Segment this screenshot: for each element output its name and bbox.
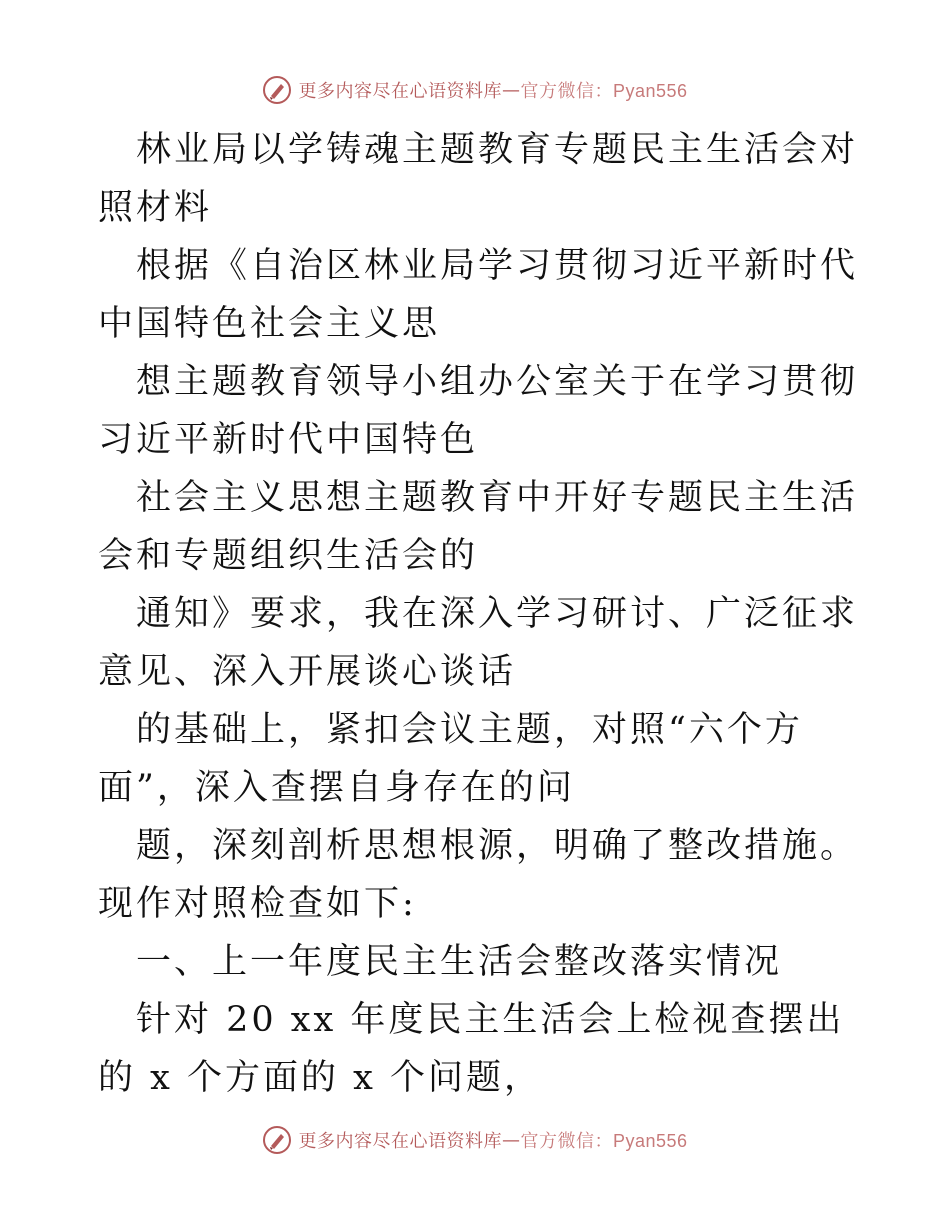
paragraph-1: 根据《自治区林业局学习贯彻习近平新时代中国特色社会主义思 — [98, 246, 859, 344]
document-body — [98, 121, 858, 1107]
pen-logo-icon — [262, 75, 292, 105]
paragraph-6: 题，深刻剖析思想根源，明确了整改措施。现作对照检查如下: — [98, 826, 859, 924]
paragraph-5: 的基础上，紧扣会议主题，对照“六个方面”，深入查摆自身存在的问 — [98, 710, 803, 808]
watermark-contact-text: 官方微信：Pyan556 — [520, 81, 688, 101]
header-watermark — [0, 70, 950, 110]
watermark-separator: — — [501, 79, 521, 101]
paragraph-4: 通知》要求，我在深入学习研讨、广泛征求意见、深入开展谈心谈话 — [98, 594, 859, 692]
document-title: 林业局以学铸魂主题教育专题民主生活会对照材料 — [98, 130, 859, 228]
section-heading-1: 一、上一年度民主生活会整改落实情况 — [136, 942, 783, 982]
paragraph-2: 想主题教育领导小组办公室关于在学习贯彻习近平新时代中国特色 — [98, 362, 859, 460]
watermark-site-text: 更多内容尽在心语资料库 — [298, 81, 502, 102]
watermark-contact-text: 官方微信：Pyan556 — [520, 1131, 688, 1151]
paragraph-8: 针对 20 xx 年度民主生活会上检视查摆出的 x 个方面的 x 个问题， — [98, 1000, 845, 1098]
pen-logo-icon — [262, 1125, 292, 1155]
watermark-separator: — — [501, 1129, 521, 1151]
paragraph-3: 社会主义思想主题教育中开好专题民主生活会和专题组织生活会的 — [98, 478, 859, 576]
watermark-site-text: 更多内容尽在心语资料库 — [298, 1131, 502, 1152]
footer-watermark — [0, 1120, 950, 1160]
